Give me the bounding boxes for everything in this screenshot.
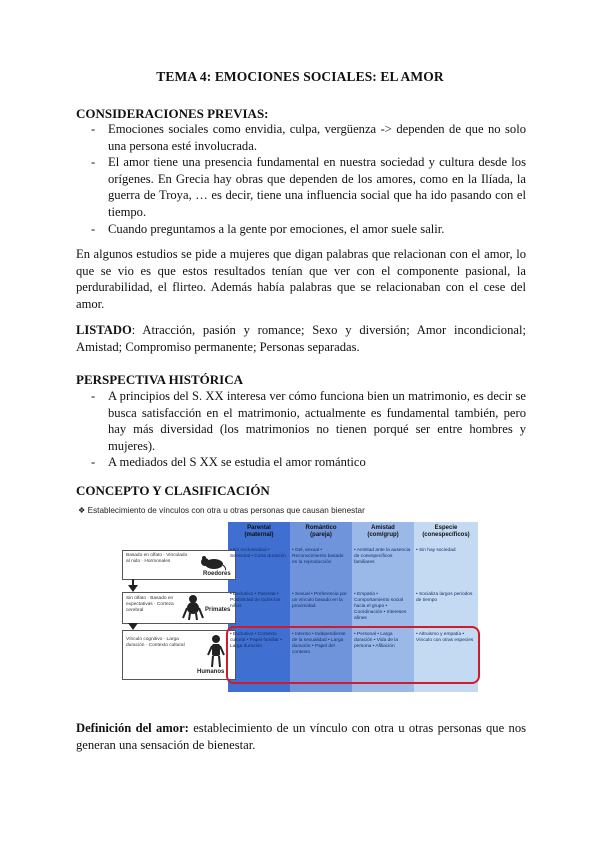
classification-figure <box>118 522 478 692</box>
animal-label-primates: Primates <box>205 607 231 613</box>
animal-label-humanos: Humanos <box>197 669 225 675</box>
row-description: Vínculo cognitivo · Larga duración · Contexto cultural <box>126 637 185 648</box>
table-cell: • Exclusivo • Contexto cultural • Papel familiar • Larga duración <box>230 632 282 649</box>
list-item: - Cuando preguntamos a la gente por emociones, el amor suele salir. <box>88 221 526 238</box>
table-cell: • Altruismo y empatía • Vínculo con otras especies <box>416 632 474 643</box>
row-box-primates <box>122 592 236 624</box>
table-cell: • Amistad ante la ausencia de conespecíficos familiares <box>354 548 411 565</box>
consideraciones-list <box>88 121 526 237</box>
page-title: TEMA 4: EMOCIONES SOCIALES: EL AMOR <box>156 69 444 84</box>
arrow-down-icon <box>128 585 138 592</box>
table-cell: • No exclusividad • Sensorial • Corta duración <box>230 548 286 559</box>
column-header: Especie (conespecíficos) <box>422 525 470 538</box>
rodent-icon <box>197 553 227 571</box>
table-cell: • Socializa largos periodos de tiempo <box>416 592 473 603</box>
primate-icon <box>181 594 205 620</box>
section-heading-perspectiva: PERSPECTIVA HISTÓRICA <box>76 372 244 387</box>
humanos-highlight-box <box>226 626 480 684</box>
list-item: - A principios del S. XX interesa ver cómo funciona bien un matrimonio, es decir se busca satisfacción en el matrimonio, actualmente es fundamental también, pero hay más diversidad (los matrimonios no tienen porqué ser entre hombres y mujeres). <box>88 388 526 454</box>
row-box-roedores <box>122 550 236 580</box>
section-heading-consideraciones: CONSIDERACIONES PREVIAS: <box>76 106 269 121</box>
definicion-text: establecimiento de un vínculo con otra u otras personas que nos generan una sensación de bienestar. <box>76 721 527 752</box>
arrow-down-icon <box>128 623 138 630</box>
row-description: Basado en olfato · Vinculado al nido · Hormonales <box>126 553 188 564</box>
section-heading-concepto: CONCEPTO Y CLASIFICACIÓN <box>76 483 270 498</box>
perspectiva-list <box>88 388 526 471</box>
listado-label: LISTADO <box>76 323 132 337</box>
table-cell: • Sin hay sociedad <box>416 548 456 553</box>
list-item: - El amor tiene una presencia fundamental en nuestra sociedad y cultura desde los orígenes. En Grecia hay obras que dependen de los amores, como en la Ilíada, la guerra de Troya, … es decir, tiene una influencia social que ha ido pasando con el tiempo. <box>88 154 526 220</box>
table-cell: • Empatía • Comportamiento social hacia el grupo • Coordinación • Intereses afines <box>354 592 407 621</box>
listado-paragraph <box>76 322 526 355</box>
table-cell: • Exclusivo • Parental • Posibilidad de todos los niños <box>230 592 281 609</box>
definicion-label: Definición del amor: <box>76 721 189 735</box>
column-header: Amistad (com/grup) <box>367 525 399 538</box>
estudios-paragraph: En algunos estudios se pide a mujeres que digan palabras que relacionan con el amor, lo que se vio es que estos resultados tenían que ver con el componente pasional, la perdurabilidad, el flirteo. Además había palabras que se relacionaban con el cese del amor. <box>76 247 526 311</box>
table-cell: • Gel, sexual • Reconocimiento basado en la reproducción <box>292 548 344 565</box>
list-item: - Emociones sociales como envidia, culpa, vergüenza -> dependen de que no solo una persona esté involucrada. <box>88 121 526 154</box>
listado-text: : Atracción, pasión y romance; Sexo y diversión; Amor incondicional; Amistad; Compromiso permanente; Personas separadas. <box>76 323 526 354</box>
definicion-paragraph <box>76 720 526 753</box>
table-cell: • Intenso • Independiente de la sexualidad • Larga duración • Papel del contexto <box>292 632 346 655</box>
figure-caption: ❖ Establecimiento de vínculos con otra u otras personas que causan bienestar <box>78 506 365 515</box>
column-header: Romántico (pareja) <box>305 525 337 538</box>
human-icon <box>205 634 227 668</box>
table-cell: • Personal • Larga duración • Vida de la persona • Afiliación <box>354 632 398 649</box>
column-header: Parental (maternal) <box>244 525 274 538</box>
row-box-humanos <box>122 630 236 680</box>
animal-label-roedores: Roedores <box>203 571 231 577</box>
row-description: Sin olfato · Basado en expectativas · Corteza cerebral <box>126 596 174 613</box>
table-cell: • Sexual • Preferencia por un vínculo basado en la proximidad <box>292 592 347 609</box>
list-item: - A mediados del S XX se estudia el amor romántico <box>88 454 526 471</box>
